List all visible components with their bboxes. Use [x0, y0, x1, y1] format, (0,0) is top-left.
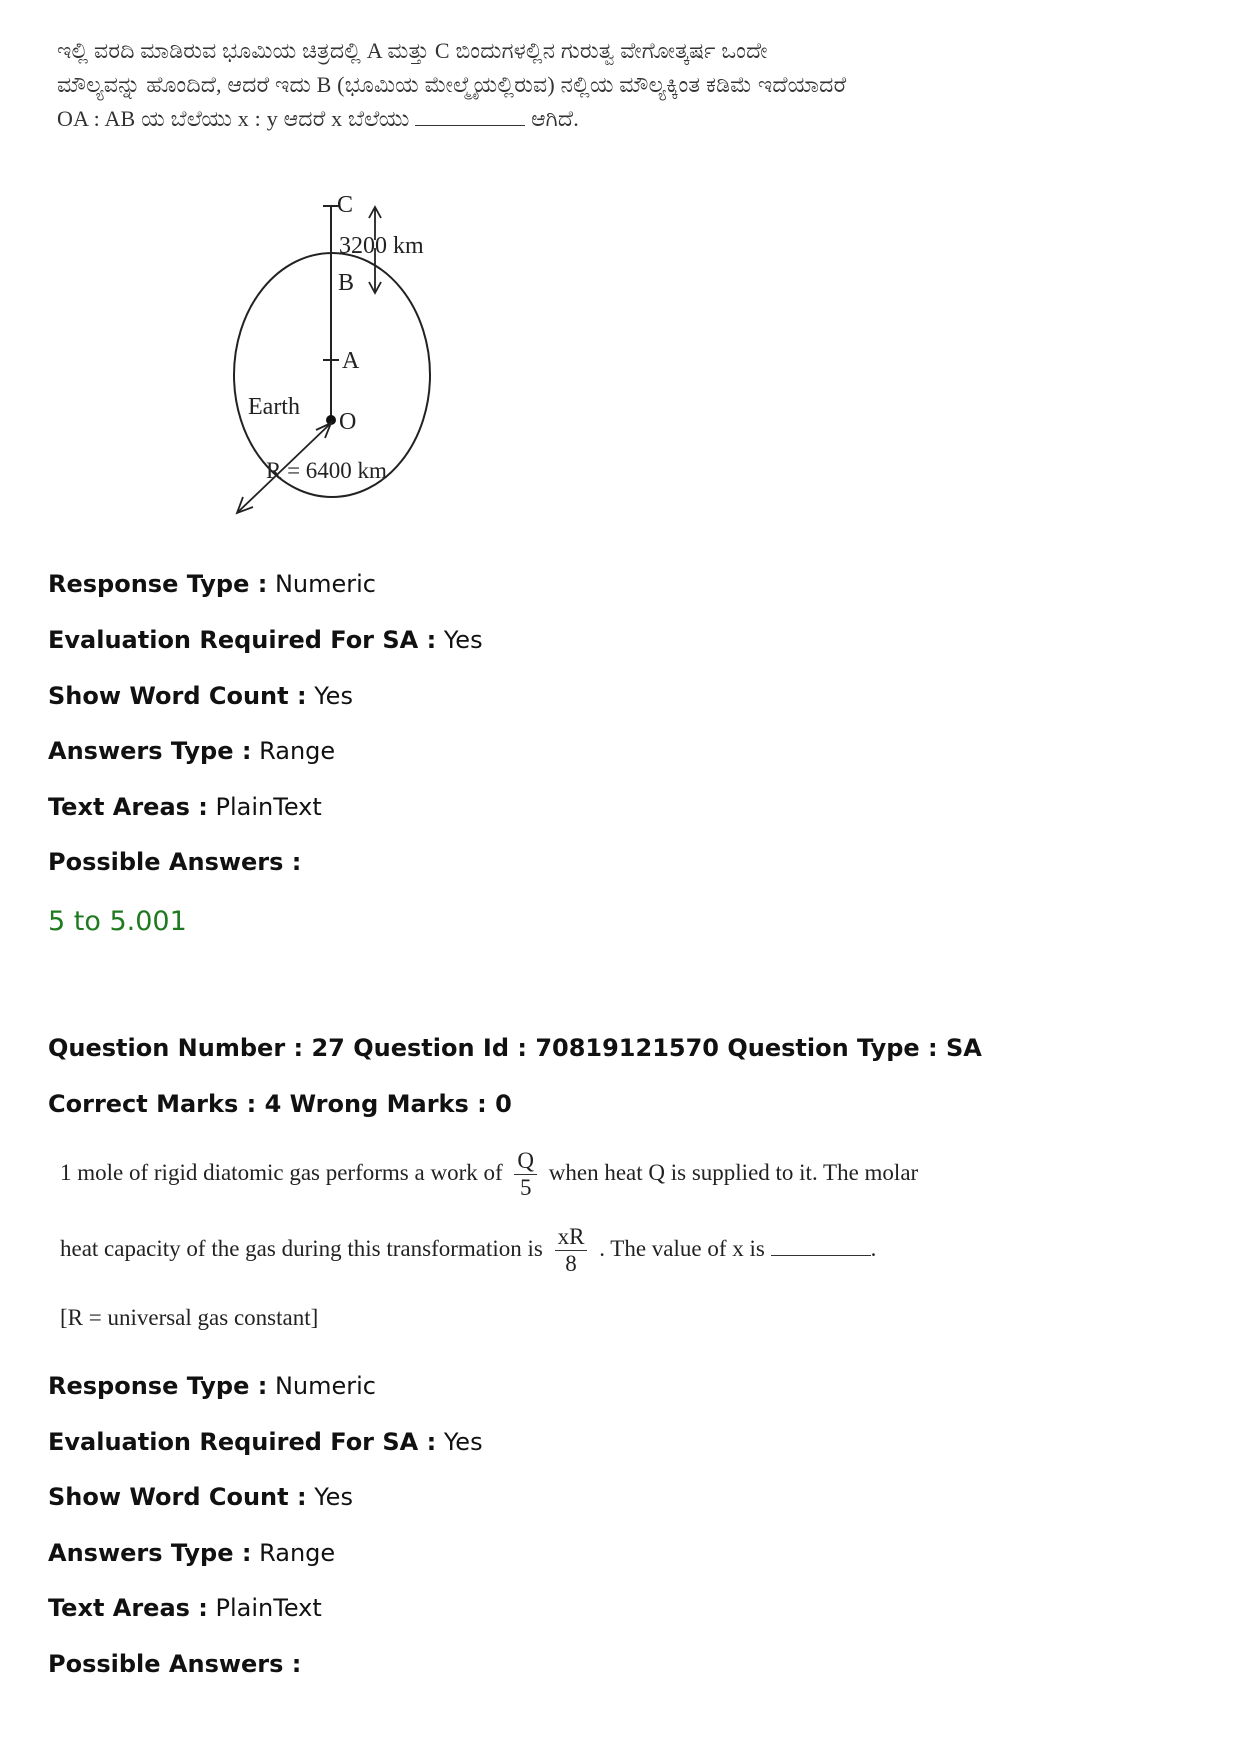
- q2-text-line-2-c: .: [870, 1235, 877, 1261]
- q2-response-type: Response Type : Numeric: [48, 1372, 376, 1400]
- answer-blank-2: [771, 1237, 871, 1256]
- q1-text-line-1: ಇಲ್ಲಿ ವರದಿ ಮಾಡಿರುವ ಭೂಮಿಯ ಚಿತ್ರದಲ್ಲಿ A ಮತ್ತು C ಬಿಂದುಗಳಲ್ಲಿನ ಗುರುತ್ವ ವೇಗೋತ್ಕರ್ಷ ಒಂದೇ: [57, 38, 768, 63]
- q1-text-line-3: [57, 102, 579, 136]
- earth-figure: [200, 180, 450, 550]
- q1-text-areas: Text Areas : PlainText: [48, 793, 322, 821]
- q2-text-line-2-b: . The value of x is: [599, 1235, 765, 1261]
- fraction-2-denominator: 8: [565, 1251, 577, 1276]
- q1-text-line-3-main: OA : AB ಯ ಬೆಲೆಯು x : y ಆದರೆ x ಬೆಲೆಯು: [57, 106, 410, 131]
- q2-text-line-1-a: 1 mole of rigid diatomic gas performs a work of: [60, 1159, 503, 1185]
- q2-text-line-1-b: when heat Q is supplied to it. The molar: [548, 1159, 919, 1185]
- fraction-q-over-5: [514, 1148, 537, 1201]
- label-b: B: [338, 270, 355, 296]
- label-c: C: [337, 192, 354, 218]
- q2-text-areas: Text Areas : PlainText: [48, 1594, 322, 1622]
- label-o: O: [339, 409, 357, 435]
- q2-marks: Correct Marks : 4 Wrong Marks : 0: [48, 1090, 512, 1118]
- q2-text-line-2-a: heat capacity of the gas during this transformation is: [60, 1235, 543, 1261]
- q1-response-type: Response Type : Numeric: [48, 570, 376, 598]
- fraction-1-numerator: Q: [514, 1148, 537, 1175]
- label-a: A: [342, 348, 360, 374]
- q2-evaluation-required: Evaluation Required For SA : Yes: [48, 1428, 483, 1456]
- q2-text-line-1: [60, 1148, 918, 1201]
- fraction-2-numerator: xR: [555, 1224, 588, 1251]
- q1-text-line-2: ಮೌಲ್ಯವನ್ನು ಹೊಂದಿದೆ, ಆದರೆ ಇದು B (ಭೂಮಿಯ ಮೇಲ್ಮೈಯಲ್ಲಿರುವ) ನಲ್ಲಿಯ ಮೌಲ್ಯಕ್ಕಿಂತ ಕಡಿಮೆ ಇದೆಯಾದರೆ: [57, 72, 847, 97]
- fraction-1-denominator: 5: [519, 1175, 532, 1200]
- q1-possible-answers: Possible Answers :: [48, 848, 302, 876]
- radius-label: R = 6400 km: [266, 458, 387, 483]
- q1-answer-range: 5 to 5.001: [48, 906, 187, 937]
- q1-show-word-count: Show Word Count : Yes: [48, 682, 353, 710]
- q1-text-line-3-end: ಆಗಿದೆ.: [530, 106, 579, 131]
- label-earth: Earth: [248, 394, 300, 420]
- q2-text-line-2: [60, 1224, 876, 1277]
- q1-evaluation-required: Evaluation Required For SA : Yes: [48, 626, 483, 654]
- q2-answers-type: Answers Type : Range: [48, 1539, 336, 1567]
- q2-text-line-3: [R = universal gas constant]: [60, 1305, 319, 1330]
- q2-possible-answers: Possible Answers :: [48, 1650, 302, 1678]
- answer-blank: [415, 107, 525, 126]
- q2-header: Question Number : 27 Question Id : 70819121570 Question Type : SA: [48, 1034, 982, 1062]
- fraction-xr-over-8: [555, 1224, 588, 1277]
- distance-label: 3200 km: [339, 233, 424, 259]
- q2-show-word-count: Show Word Count : Yes: [48, 1483, 353, 1511]
- q1-answers-type: Answers Type : Range: [48, 737, 336, 765]
